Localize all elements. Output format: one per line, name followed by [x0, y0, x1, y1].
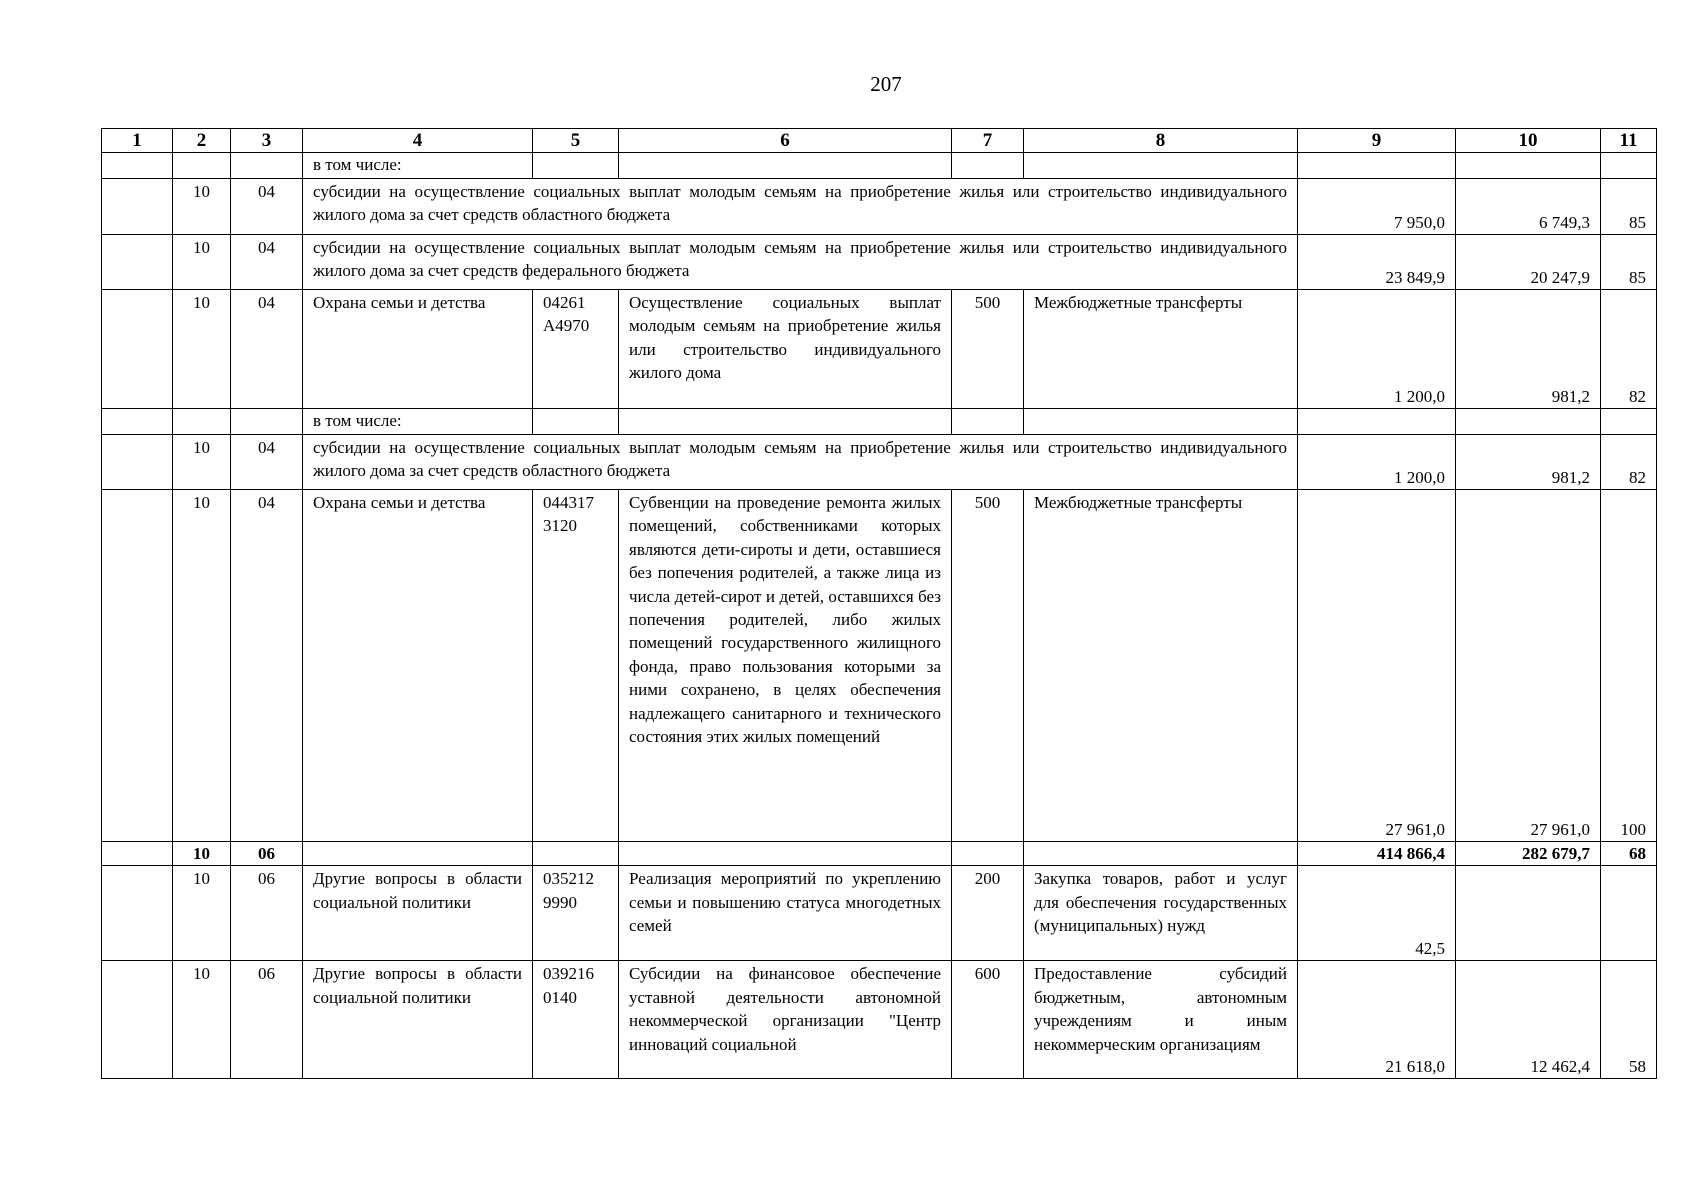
expense-type-code: 600	[952, 961, 1024, 1079]
header-cell: 7	[952, 129, 1024, 153]
subsection-code: 04	[231, 179, 303, 235]
section-code: 10	[173, 235, 231, 290]
expense-type-code: 500	[952, 290, 1024, 409]
expense-type-code: 500	[952, 490, 1024, 842]
header-cell: 5	[533, 129, 619, 153]
header-cell: 10	[1456, 129, 1601, 153]
table-row	[102, 409, 1657, 435]
execution-percent	[1601, 866, 1657, 961]
planned-amount: 1 200,0	[1298, 290, 1456, 409]
planned-amount: 42,5	[1298, 866, 1456, 961]
planned-amount: 27 961,0	[1298, 490, 1456, 842]
header-cell: 2	[173, 129, 231, 153]
planned-amount: 7 950,0	[1298, 179, 1456, 235]
execution-percent: 82	[1601, 435, 1657, 490]
subtotal-row	[102, 842, 1657, 866]
executed-amount: 20 247,9	[1456, 235, 1601, 290]
execution-percent: 82	[1601, 290, 1657, 409]
subsection-code: 06	[231, 866, 303, 961]
table-row	[102, 153, 1657, 179]
table-row	[102, 179, 1657, 235]
row-description: субсидии на осуществление социальных выплат молодым семьям на приобретение жилья или строительство индивидуального жилого дома за счет средств областного бюджета	[303, 435, 1298, 490]
execution-percent: 100	[1601, 490, 1657, 842]
subsection-code: 04	[231, 235, 303, 290]
executed-amount: 282 679,7	[1456, 842, 1601, 866]
planned-amount: 23 849,9	[1298, 235, 1456, 290]
subsection-name: Охрана семьи и детства	[303, 290, 533, 409]
execution-percent: 68	[1601, 842, 1657, 866]
header-row	[102, 129, 1657, 153]
execution-percent: 85	[1601, 179, 1657, 235]
planned-amount: 414 866,4	[1298, 842, 1456, 866]
header-cell: 3	[231, 129, 303, 153]
expense-type-name: Предоставление субсидий бюджетным, автономным учреждениям и иным некоммерческим организациям	[1024, 961, 1298, 1079]
subsection-name: Другие вопросы в области социальной политики	[303, 961, 533, 1079]
header-cell: 4	[303, 129, 533, 153]
target-article-name: Субвенции на проведение ремонта жилых помещений, собственниками которых являются дети-сироты и дети, оставшиеся без попечения родителей, а также лица из числа детей-сирот и детей, оставшихся без попечения родителей, либо жилых помещений государственного жилищного фонда, право пользования которыми за ними сохранено, в целях обеспечения надлежащего санитарного и технического состояния этих жилых помещений	[619, 490, 952, 842]
section-code: 10	[173, 842, 231, 866]
executed-amount: 27 961,0	[1456, 490, 1601, 842]
planned-amount: 21 618,0	[1298, 961, 1456, 1079]
executed-amount	[1456, 866, 1601, 961]
planned-amount: 1 200,0	[1298, 435, 1456, 490]
target-article-code: 04261 А4970	[533, 290, 619, 409]
table-row	[102, 435, 1657, 490]
budget-table	[101, 128, 1657, 1079]
execution-percent: 85	[1601, 235, 1657, 290]
subsection-name: Другие вопросы в области социальной политики	[303, 866, 533, 961]
section-code: 10	[173, 866, 231, 961]
table-row	[102, 235, 1657, 290]
section-code: 10	[173, 290, 231, 409]
target-article-code: 044317 3120	[533, 490, 619, 842]
table-row	[102, 866, 1657, 961]
subsection-code: 04	[231, 490, 303, 842]
header-cell: 6	[619, 129, 952, 153]
header-cell: 11	[1601, 129, 1657, 153]
executed-amount: 12 462,4	[1456, 961, 1601, 1079]
subsection-code: 06	[231, 842, 303, 866]
row-description: субсидии на осуществление социальных выплат молодым семьям на приобретение жилья или строительство индивидуального жилого дома за счет средств федерального бюджета	[303, 235, 1298, 290]
section-code: 10	[173, 490, 231, 842]
incl-label: в том числе:	[303, 153, 533, 179]
subsection-name: Охрана семьи и детства	[303, 490, 533, 842]
executed-amount: 981,2	[1456, 290, 1601, 409]
target-article-name: Субсидии на финансовое обеспечение уставной деятельности автономной некоммерческой организации "Центр инноваций социальной	[619, 961, 952, 1079]
execution-percent: 58	[1601, 961, 1657, 1079]
row-description: субсидии на осуществление социальных выплат молодым семьям на приобретение жилья или строительство индивидуального жилого дома за счет средств областного бюджета	[303, 179, 1298, 235]
executed-amount: 6 749,3	[1456, 179, 1601, 235]
table-row	[102, 961, 1657, 1079]
header-cell: 9	[1298, 129, 1456, 153]
target-article-name: Реализация мероприятий по укреплению семьи и повышению статуса многодетных семей	[619, 866, 952, 961]
subsection-code: 04	[231, 290, 303, 409]
subsection-code: 04	[231, 435, 303, 490]
expense-type-name: Межбюджетные трансферты	[1024, 490, 1298, 842]
header-cell: 8	[1024, 129, 1298, 153]
executed-amount: 981,2	[1456, 435, 1601, 490]
section-code: 10	[173, 179, 231, 235]
page-number: 207	[870, 72, 902, 96]
table-row	[102, 290, 1657, 409]
subsection-code: 06	[231, 961, 303, 1079]
incl-label: в том числе:	[303, 409, 533, 435]
section-code: 10	[173, 435, 231, 490]
target-article-name: Осуществление социальных выплат молодым семьям на приобретение жилья или строительство индивидуального жилого дома	[619, 290, 952, 409]
section-code: 10	[173, 961, 231, 1079]
table-row	[102, 490, 1657, 842]
expense-type-name: Межбюджетные трансферты	[1024, 290, 1298, 409]
header-cell: 1	[102, 129, 173, 153]
target-article-code: 039216 0140	[533, 961, 619, 1079]
expense-type-name: Закупка товаров, работ и услуг для обеспечения государственных (муниципальных) нужд	[1024, 866, 1298, 961]
target-article-code: 035212 9990	[533, 866, 619, 961]
expense-type-code: 200	[952, 866, 1024, 961]
